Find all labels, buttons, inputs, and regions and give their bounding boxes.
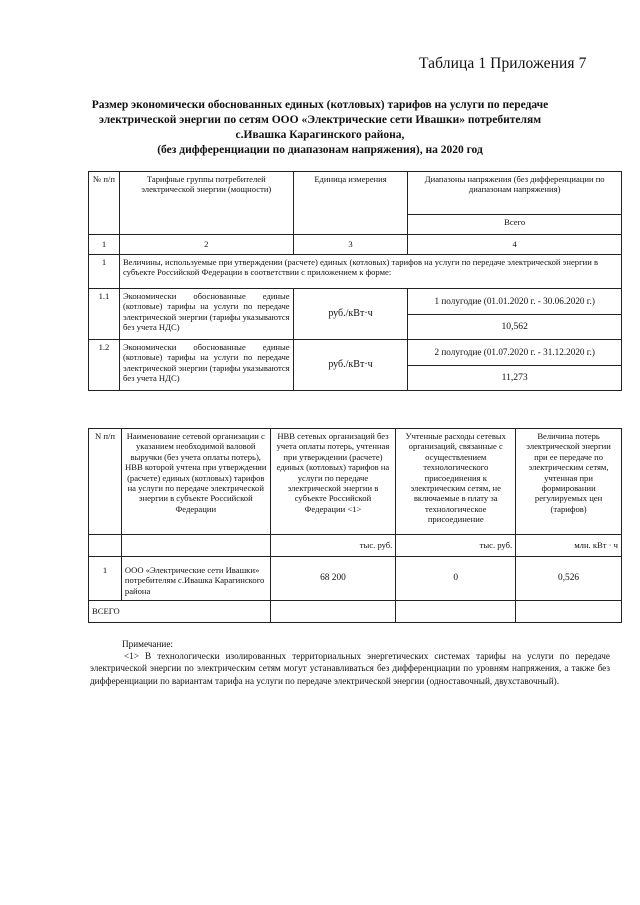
title-line-3: с.Ивашка Карагинского района, [235, 129, 405, 141]
title-line-2: электрической энергии по сетям ООО «Электрические сети Ивашки» потребителям [98, 114, 542, 126]
units-empty [89, 535, 122, 557]
header-num: N п/п [89, 429, 122, 535]
row-desc: Экономически обоснованные единые (котловые) тарифы на услуги по передаче электрической энергии (тарифы указываются без учета НДС) [119, 289, 293, 340]
index-cell: 3 [293, 235, 408, 255]
unit-nvv: тыс. руб. [270, 535, 396, 557]
table-row [89, 289, 622, 315]
units-empty [121, 535, 270, 557]
footnote-text: <1> В технологически изолированных территориальных энергетических системах тарифы на услуги по передаче электрической энергии по электрическим сетям могут устанавливаться без дифференциации по уровням напряжения, а также без дифференциации по вариантам тарифа на услуги по передаче электрической энергии (одноставочный, двухставочный). [90, 651, 610, 686]
header-org: Наименование сетевой организации с указанием необходимой валовой выручки (без учета оплаты потерь), НВВ которой учтена при утверждении (расчете) единых (котловых) тарифов на услуги по передаче электрической энергии в субъекте Российской Федерации [121, 429, 270, 535]
footnote [90, 638, 610, 687]
table-header-row [89, 429, 622, 535]
row-org: ООО «Электрические сети Ивашки» потребителям с.Ивашка Карагинского района [121, 557, 270, 601]
row-unit: руб./кВт·ч [293, 289, 408, 340]
total-empty [516, 601, 622, 623]
row-unit: руб./кВт·ч [293, 340, 408, 391]
header-groups: Тарифные группы потребителей электрической энергии (мощности) [119, 172, 293, 235]
header-costs: Учтенные расходы сетевых организаций, связанные с осуществлением технологического присоединения к электрическим сетям, не включаемые в плату за технологическое присоединение [396, 429, 516, 535]
section-row [89, 255, 622, 289]
row-num: 1.1 [89, 289, 120, 340]
header-total: Всего [408, 215, 622, 235]
table-header-row [89, 172, 622, 215]
unit-costs: тыс. руб. [396, 535, 516, 557]
tariff-table [88, 171, 622, 391]
row-period: 1 полугодие (01.01.2020 г. - 30.06.2020 г.) [408, 289, 622, 315]
index-cell: 1 [89, 235, 120, 255]
footnote-heading: Примечание: [122, 639, 173, 649]
index-cell: 2 [119, 235, 293, 255]
section-text: Величины, используемые при утверждении (расчете) единых (котловых) тарифов на услуги по передаче электрической энергии в субъекте Российской Федерации в соответствии с приложением к форме: [119, 255, 621, 289]
table-index-row [89, 235, 622, 255]
row-desc: Экономически обоснованные единые (котловые) тарифы на услуги по передаче электрической энергии (тарифы указываются без учета НДС) [119, 340, 293, 391]
row-num: 1 [89, 557, 122, 601]
unit-losses: млн. кВт · ч [516, 535, 622, 557]
row-value: 10,562 [408, 315, 622, 340]
header-unit: Единица измерения [293, 172, 408, 235]
row-value: 11,273 [408, 366, 622, 391]
title-line-1: Размер экономически обоснованных единых (котловых) тарифов на услуги по передаче [91, 99, 549, 111]
row-num: 1.2 [89, 340, 120, 391]
document-title [90, 98, 550, 158]
network-org-table [88, 428, 622, 623]
table-row [89, 340, 622, 366]
table-number-label: Таблица 1 Приложения 7 [419, 55, 587, 72]
header-nvv: НВВ сетевых организаций без учета оплаты потерь, учтенная при утверждении (расчете) единых (котловых) тарифов на услуги по передаче электрической энергии в субъекте Российской Федерации <1> [270, 429, 396, 535]
section-num: 1 [89, 255, 120, 289]
header-losses: Величина потерь электрической энергии при ее передаче по электрическим сетям, учтенная при формировании регулируемых цен (тарифов) [516, 429, 622, 535]
total-empty [396, 601, 516, 623]
header-ranges: Диапазоны напряжения (без дифференциации по диапазонам напряжения) [408, 172, 622, 215]
total-row [89, 601, 622, 623]
header-num: № п/п [89, 172, 120, 235]
title-line-4: (без дифференциации по диапазонам напряжения), на 2020 год [157, 144, 483, 156]
row-losses: 0,526 [516, 557, 622, 601]
total-label: ВСЕГО [89, 601, 271, 623]
row-period: 2 полугодие (01.07.2020 г. - 31.12.2020 г.) [408, 340, 622, 366]
row-costs: 0 [396, 557, 516, 601]
units-row [89, 535, 622, 557]
total-empty [270, 601, 396, 623]
table-row [89, 557, 622, 601]
row-nvv: 68 200 [270, 557, 396, 601]
index-cell: 4 [408, 235, 622, 255]
